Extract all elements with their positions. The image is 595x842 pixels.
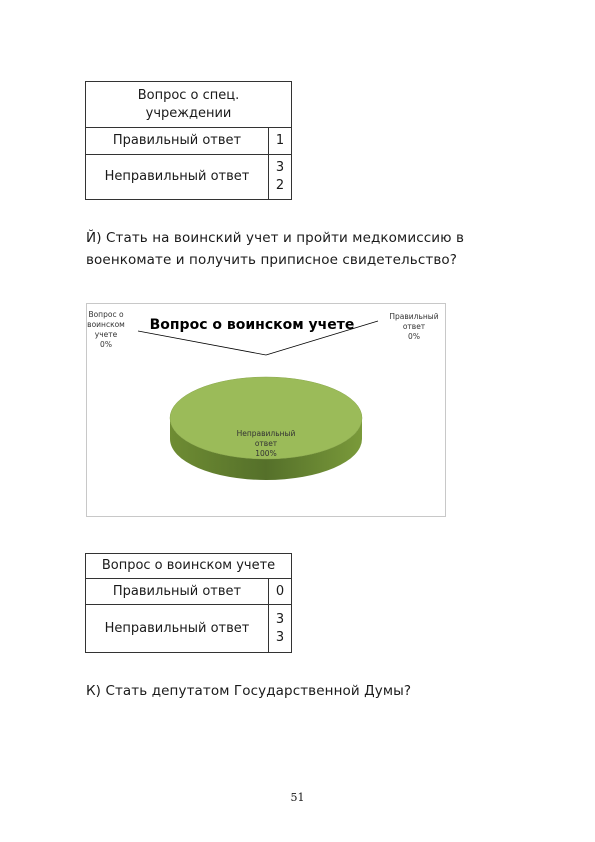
table-header-text: Вопрос о спец. учреждении (137, 87, 240, 121)
label-center-pct: 100% (255, 449, 277, 458)
page-number: 51 (290, 791, 305, 804)
label-left-line1: Вопрос о (88, 310, 124, 319)
military-registration-chart (86, 303, 446, 517)
label-left-pct: 0% (100, 340, 112, 349)
label-left-line3: учете (94, 330, 118, 339)
table-header: Вопрос о воинском учете (86, 554, 292, 579)
table-row-label: Неправильный ответ (86, 605, 269, 653)
chart-title: Вопрос о воинском учете (149, 317, 355, 333)
table-row-value: 0 (269, 579, 292, 605)
table-row-value: 33 (275, 611, 285, 645)
special-institution-table (85, 81, 292, 200)
military-registration-table (85, 553, 292, 653)
label-center-line2: ответ (254, 439, 278, 448)
table-row-value: 1 (269, 128, 292, 155)
table-row-value: 32 (275, 160, 285, 193)
table-row-value-cell (269, 605, 292, 653)
label-center-line1: Неправильный (236, 429, 296, 438)
label-right-pct: 0% (408, 332, 420, 341)
chart-svg (86, 303, 446, 517)
table-row-label: Правильный ответ (86, 579, 269, 605)
table-row-value-cell (269, 155, 292, 200)
label-left-line2: воинском (87, 320, 125, 329)
label-right-line2: ответ (402, 322, 426, 331)
table-header (86, 82, 292, 128)
table-row-label: Правильный ответ (86, 128, 269, 155)
question-j: Й) Стать на воинский учет и пройти медкомиссию в военкомате и получить приписное свидетельство? (86, 230, 465, 268)
table-row-label: Неправильный ответ (86, 155, 269, 200)
label-right-line1: Правильный (389, 312, 439, 321)
question-k: К) Стать депутатом Государственной Думы? (86, 683, 412, 699)
